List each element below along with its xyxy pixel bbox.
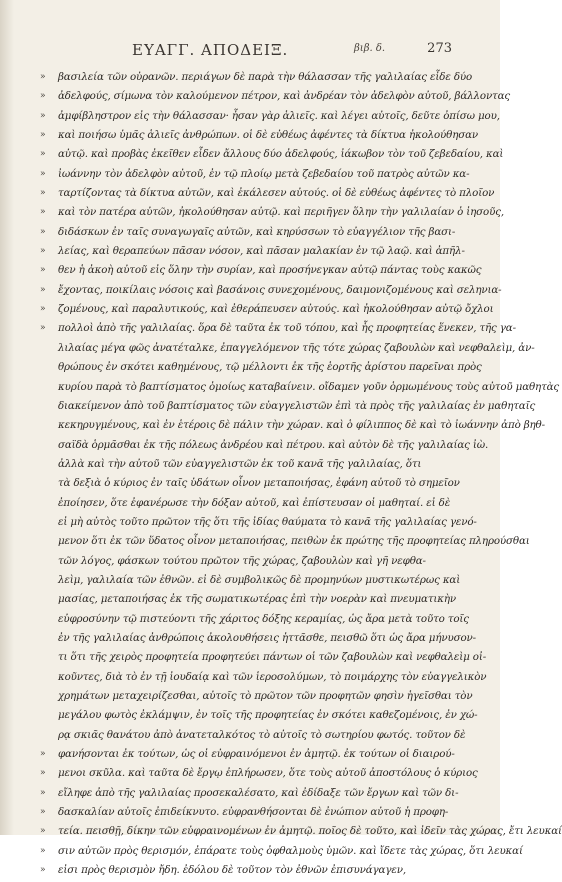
quotation-marker: »	[40, 188, 46, 199]
line-text: ρᾳ σκιᾶς θανάτου ἀπὸ ἀνατεταλκότος τὸ αὐτοῖς τὸ σωτηρίου φωτός. τοῦτον δὲ	[58, 728, 466, 741]
quotation-marker: »	[40, 787, 46, 798]
line-text: τεία. πεισθῇ, δίκην τῶν εὐφραινομένων ἐν ἀμητῷ. ποῖος δὲ τοῦτο, καὶ ἰδεῖν τὰς χώρας, ἔτι λευκαί	[58, 825, 562, 838]
quotation-marker: »	[40, 284, 46, 295]
quotation-marker: »	[40, 845, 46, 856]
text-line	[40, 573, 470, 592]
text-line	[40, 283, 502, 302]
line-text: ἔχοντας, ποικίλαις νόσοις καὶ βασάνοις συνεχομένους, δαιμονιζομένους καὶ σεληνια-	[58, 283, 502, 296]
text-line	[40, 302, 494, 321]
text-line	[40, 109, 500, 128]
text-line	[40, 186, 495, 205]
quotation-marker: »	[40, 768, 46, 779]
text-line	[40, 205, 504, 224]
line-text: μενον ὅτι ἐκ τῶν ὕδατος οἶνον μεταποιήσας, πειθὼν ἐκ πρώτης τῆς προφητείας πληρούσθαι	[58, 535, 530, 548]
line-text: μασίας, μεταποιήσας ἐκ τῆς σωματικωτέρας ἐπὶ τὴν νοερὰν καὶ πνευματικὴν	[58, 593, 456, 606]
running-header	[132, 41, 452, 63]
line-text: μεγάλου φωτὸς ἐκλάμψιν, ἐν τοῖς τῆς προφητείας ἐν σκότει καθεζομένοις, ἐν χώ-	[58, 709, 478, 722]
quotation-marker: »	[40, 304, 46, 315]
text-line	[40, 844, 523, 863]
text-line	[40, 128, 479, 147]
text-line	[40, 167, 470, 186]
line-text: κοῦντες, διὰ τὸ ἐν τῇ ἰουδαίᾳ καὶ τῶν ἱεροσολύμων, τὸ ποιμάρχης τὸν εὐαγγελικὸν	[58, 670, 487, 683]
quotation-marker: »	[40, 865, 46, 876]
line-text: τι ὅτι τῆς χειρὸς προφητεία προφητεύει πάντων οἱ τῶν ζαβουλὼν καὶ νεφθαλεὶμ οἰ-	[58, 651, 487, 664]
line-text: σιν αὐτῶν πρὸς θερισμόν, ἐπάρατε τοὺς ὀφθαλμοὺς ὑμῶν. καὶ ἴδετε τὰς χώρας, ὅτι λευκαί	[58, 844, 523, 857]
text-line	[40, 418, 545, 437]
line-text: θρώπους ἐν σκότει καθημένους, τῷ μέλλοντι ἐκ τῆς ἑορτῆς ἀρίστου παρεῖναι πρὸς	[58, 361, 482, 374]
quotation-marker: »	[40, 749, 46, 760]
chapter-label: βιβ. δ.	[354, 43, 386, 54]
line-text: εὐφροσύνην τῷ πιστεύοντι τῆς χάριτος δόξης κεραμίας, ὡς ἄρα μετὰ τοῦτο τοῖς	[58, 612, 469, 625]
line-text: ἀλλὰ καὶ τὴν αὐτοῦ τῶν εὐαγγελιστῶν ἐκ τοῦ κανᾶ τῆς γαλιλαίας, ὅτι	[58, 457, 422, 470]
running-title: ΕΥΑΓΓ. ΑΠΟΔΕΙΞ.	[132, 41, 289, 59]
line-text: εἰσι πρὸς θερισμὸν ἤδη. ἐδόλου δὲ τοῦτον τὸν ἐθνῶν ἐπισυνάγαγεν,	[58, 864, 406, 877]
text-line	[40, 341, 535, 360]
greek-text-body	[40, 70, 562, 882]
quotation-marker: »	[40, 168, 46, 179]
text-line	[40, 70, 473, 89]
quotation-marker: »	[40, 149, 46, 160]
line-text: καὶ ποιήσω ὑμᾶς ἁλιεῖς ἀνθρώπων. οἱ δὲ εὐθέως ἀφέντες τὰ δίκτυα ἠκολούθησαν	[58, 129, 479, 142]
text-line	[40, 728, 470, 747]
text-line	[40, 457, 470, 476]
text-line	[40, 786, 470, 805]
text-line	[40, 89, 511, 108]
line-text: σαϊδὰ ὁρμᾶσθαι ἐκ τῆς πόλεως ἀνδρέου καὶ πέτρου. καὶ αὐτὸν δὲ τῆς γαλιλαίας ἰὼ.	[58, 438, 489, 451]
quotation-marker: »	[40, 72, 46, 82]
line-text: εἰ μὴ αὐτὸς τοῦτο πρῶτον τῆς ὅτι τῆς ἰδίας θαύματα τὸ κανᾶ τῆς γαλιλαίας γενό-	[58, 515, 477, 528]
page-number: 273	[427, 41, 452, 56]
text-line	[40, 438, 489, 457]
quotation-marker: »	[40, 246, 46, 257]
line-text: κυρίου παρὰ τὸ βαπτίσματος ὁμοίως καταβαίνειν. οἴδαμεν γοῦν ὁρμωμένους τοὺς αὐτοῦ μαθητὰς	[58, 380, 560, 393]
line-text: δασκαλίαν αὐτοῖς ἐπιδείκνυτο. εὐφρανθήσονται δὲ ἐνώπιον αὐτοῦ ἡ προφη-	[58, 806, 449, 819]
text-line	[40, 380, 560, 399]
line-text: ἐποίησεν, ὅτε ἐφανέρωσε τὴν δόξαν αὐτοῦ, καὶ ἐπίστευσαν οἱ μαθηταί. εἰ δὲ	[58, 496, 451, 509]
text-line	[40, 708, 478, 727]
line-text: χρημάτων μεταχειρίζεσθαι, αὐτοῖς τὸ πρῶτον τῶν προφητῶν φησὶν ἡγεῖσθαι τὸν	[58, 690, 473, 702]
line-text: λιλαίας μέγα φῶς ἀνατέταλκε, ἐπαγγελόμενον τῆς τότε χώρας ζαβουλὼν καὶ νεφθαλεὶμ, ἀν-	[58, 341, 535, 354]
quotation-marker: »	[40, 807, 46, 818]
quotation-marker: »	[40, 207, 46, 218]
text-line	[40, 147, 504, 166]
text-line	[40, 360, 482, 379]
text-line	[40, 766, 478, 785]
line-text: καὶ τὸν πατέρα αὐτῶν, ἠκολούθησαν αὐτῷ. καὶ περιῆγεν ὅλην τὴν γαλιλαίαν ὁ ἰησοῦς,	[58, 206, 504, 219]
line-text: αὐτῷ. καὶ προβὰς ἐκεῖθεν εἶδεν ἄλλους δύο ἀδελφούς, ἰάκωβον τὸν τοῦ ζεβεδαίου, καὶ	[58, 148, 504, 161]
text-line	[40, 863, 470, 882]
line-text: ἐν τῆς γαλιλαίας ἀνθρώποις ἀκολουθήσεις ἡττᾶσθε, πεισθῶ ὅτι ὡς ἄρα μήνυσον-	[58, 631, 476, 644]
line-text: φανήσονται ἐκ τούτων, ὡς οἱ εὐφραινόμενοι ἐν ἀμητῷ. ἐκ τούτων οἱ διαιρού-	[58, 748, 455, 761]
text-line	[40, 650, 487, 669]
line-text: ἰωάννην τὸν ἀδελφὸν αὐτοῦ, ἐν τῷ πλοίῳ μετὰ ζεβεδαίου τοῦ πατρὸς αὐτῶν κα-	[58, 167, 470, 180]
line-text: ταρτίζοντας τὰ δίκτυα αὐτῶν, καὶ ἐκάλεσεν αὐτούς. οἱ δὲ εὐθέως ἀφέντες τὸ πλοῖον	[58, 187, 495, 200]
text-line	[40, 534, 530, 553]
line-text: διδάσκων ἐν ταῖς συναγωγαῖς αὐτῶν, καὶ κηρύσσων τὸ εὐαγγέλιον τῆς βασι-	[58, 225, 456, 238]
text-line	[40, 399, 536, 418]
line-text: θεν ἡ ἀκοὴ αὐτοῦ εἰς ὅλην τὴν συρίαν, καὶ προσήνεγκαν αὐτῷ πάντας τοὺς κακῶς	[58, 264, 482, 277]
text-line	[40, 747, 470, 766]
line-text: ἀδελφούς, σίμωνα τὸν καλούμενον πέτρον, καὶ ἀνδρέαν τὸν ἀδελφὸν αὐτοῦ, βάλλοντας	[58, 90, 511, 103]
text-line	[40, 592, 470, 611]
text-line	[40, 476, 470, 495]
quotation-marker: »	[40, 110, 46, 121]
quotation-marker: »	[40, 130, 46, 141]
text-line	[40, 321, 516, 340]
text-line	[40, 496, 470, 515]
line-text: διακείμενον ἀπὸ τοῦ βαπτίσματος τῶν εὐαγγελιστῶν ἐπὶ τὰ πρὸς τῆς γαλιλαίας ἐν μαθηταῖς	[58, 399, 536, 412]
line-text: λείας, καὶ θεραπεύων πᾶσαν νόσον, καὶ πᾶσαν μαλακίαν ἐν τῷ λαῷ. καὶ ἀπῆλ-	[58, 245, 465, 258]
line-text: μενοι σκῦλα. καὶ ταῦτα δὲ ἔργῳ ἐπλήρωσεν, ὅτε τοὺς αὐτοῦ ἀποστόλους ὁ κύριος	[58, 767, 478, 780]
line-text: τῶν λόγος, φάσκων τούτου πρῶτον τῆς χώρας, ζαβουλὼν καὶ γῆ νεφθα-	[58, 554, 426, 567]
line-text: τὰ δεξιὰ ὁ κύριος ἐν ταῖς ὑδάτων οἶνον μεταποιήσας, ἐφάνη αὐτοῦ τὸ σημεῖον	[58, 477, 460, 490]
text-line	[40, 225, 470, 244]
text-line	[40, 612, 470, 631]
quotation-marker: »	[40, 826, 46, 837]
text-line	[40, 689, 473, 708]
quotation-marker: »	[40, 323, 46, 334]
text-line	[40, 824, 562, 843]
quotation-marker: »	[40, 265, 46, 276]
line-text: βασιλεία τῶν οὐρανῶν. περιάγων δὲ παρὰ τὴν θάλασσαν τῆς γαλιλαίας εἶδε δύο	[58, 71, 473, 83]
line-text: λεὶμ, γαλιλαία τῶν ἐθνῶν. εἰ δὲ συμβολικῶς δὲ προμηνύων μυστικωτέρως καὶ	[58, 573, 461, 586]
text-line	[40, 515, 477, 534]
text-line	[40, 805, 470, 824]
line-text: πολλοὶ ἀπὸ τῆς γαλιλαίας. ὅρα δὲ ταῦτα ἐκ τοῦ τόπου, καὶ ἧς προφητείας ἕνεκεν, τῆς γα-	[58, 322, 516, 335]
quotation-marker: »	[40, 91, 46, 102]
line-text: ζομένους, καὶ παραλυτικούς, καὶ ἐθεράπευσεν αὐτούς. καὶ ἠκολούθησαν αὐτῷ ὄχλοι	[58, 303, 494, 316]
text-line	[40, 263, 482, 282]
text-line	[40, 631, 476, 650]
line-text: κεκηρυγμένους, καὶ ἐν ἑτέροις δὲ πάλιν τὴν χώραν. καὶ ὁ φίλιππος δὲ καὶ τὸ ἰωάννην ἀπὸ βηθ-	[58, 419, 545, 432]
line-text: εἴληφε ἀπὸ τῆς γαλιλαίας προσεκαλέσατο, καὶ ἐδίδαξε τῶν ἔργων καὶ τῶν δι-	[58, 786, 459, 799]
text-line	[40, 244, 470, 263]
text-line	[40, 554, 470, 573]
line-text: ἀμφίβληστρον εἰς τὴν θάλασσαν· ἦσαν γὰρ ἁλιεῖς. καὶ λέγει αὐτοῖς, δεῦτε ὀπίσω μου,	[58, 109, 500, 122]
text-line	[40, 670, 487, 689]
quotation-marker: »	[40, 226, 46, 237]
